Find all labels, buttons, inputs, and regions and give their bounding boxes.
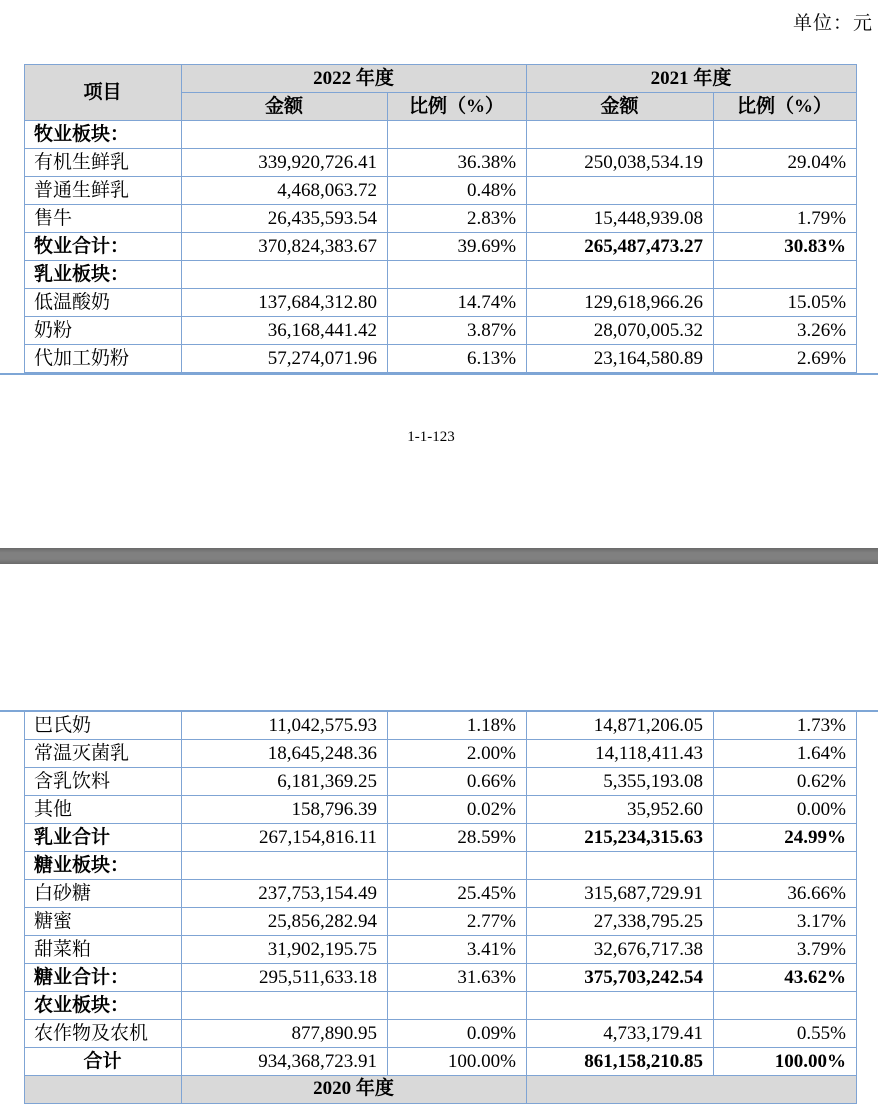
ratio-2022: 3.87% <box>388 317 527 345</box>
table-row <box>25 1020 857 1048</box>
revenue-table-page2 <box>24 711 857 1104</box>
row-label: 牧业板块： <box>25 121 182 149</box>
unit-label: 单位：元 <box>792 13 873 34</box>
table-row <box>25 149 857 177</box>
row-label: 农业板块： <box>25 992 182 1020</box>
amount-2022: 26,435,593.54 <box>182 205 388 233</box>
table-row <box>25 345 857 373</box>
ratio-2021: 0.55% <box>714 1020 857 1048</box>
amount-2022: 237,753,154.49 <box>182 880 388 908</box>
ratio-2021 <box>714 177 857 205</box>
table-row <box>25 289 857 317</box>
table-row <box>25 121 857 149</box>
ratio-2022: 2.83% <box>388 205 527 233</box>
amount-2021: 265,487,473.27 <box>527 233 714 261</box>
ratio-2022: 39.69% <box>388 233 527 261</box>
table-bottom-rule <box>0 373 878 375</box>
ratio-2022: 3.41% <box>388 936 527 964</box>
amount-2022 <box>182 852 388 880</box>
table-row <box>25 233 857 261</box>
row-label: 糖蜜 <box>25 908 182 936</box>
amount-2022: 4,468,063.72 <box>182 177 388 205</box>
amount-2022: 57,274,071.96 <box>182 345 388 373</box>
row-label: 牧业合计： <box>25 233 182 261</box>
ratio-2021: 24.99% <box>714 824 857 852</box>
row-label: 乳业合计 <box>25 824 182 852</box>
amount-2022: 877,890.95 <box>182 1020 388 1048</box>
amount-2022: 6,181,369.25 <box>182 768 388 796</box>
next-header-item <box>25 1076 182 1104</box>
amount-2021 <box>527 261 714 289</box>
ratio-2022: 14.74% <box>388 289 527 317</box>
ratio-2021 <box>714 992 857 1020</box>
amount-2021: 23,164,580.89 <box>527 345 714 373</box>
row-label: 合计 <box>25 1048 182 1076</box>
amount-2021: 4,733,179.41 <box>527 1020 714 1048</box>
amount-2022 <box>182 992 388 1020</box>
amount-2022 <box>182 121 388 149</box>
row-label: 有机生鲜乳 <box>25 149 182 177</box>
ratio-2021: 36.66% <box>714 880 857 908</box>
ratio-2021: 100.00% <box>714 1048 857 1076</box>
ratio-2022: 28.59% <box>388 824 527 852</box>
table-row <box>25 880 857 908</box>
table-row <box>25 824 857 852</box>
row-label: 代加工奶粉 <box>25 345 182 373</box>
row-label: 糖业合计： <box>25 964 182 992</box>
amount-2021 <box>527 852 714 880</box>
ratio-2022 <box>388 992 527 1020</box>
row-label: 含乳饮料 <box>25 768 182 796</box>
next-header-year-2020: 2020 年度 <box>182 1076 527 1104</box>
ratio-2022: 2.77% <box>388 908 527 936</box>
header-amount-2021: 金额 <box>527 93 714 121</box>
amount-2021: 28,070,005.32 <box>527 317 714 345</box>
amount-2021: 129,618,966.26 <box>527 289 714 317</box>
header-ratio-2022: 比例（%） <box>388 93 527 121</box>
amount-2022: 36,168,441.42 <box>182 317 388 345</box>
row-label: 售牛 <box>25 205 182 233</box>
row-label: 其他 <box>25 796 182 824</box>
amount-2022: 18,645,248.36 <box>182 740 388 768</box>
ratio-2021: 1.73% <box>714 712 857 740</box>
row-label: 白砂糖 <box>25 880 182 908</box>
ratio-2022: 25.45% <box>388 880 527 908</box>
amount-2021: 35,952.60 <box>527 796 714 824</box>
row-label: 奶粉 <box>25 317 182 345</box>
ratio-2021: 3.26% <box>714 317 857 345</box>
amount-2022: 31,902,195.75 <box>182 936 388 964</box>
header-item: 项目 <box>25 65 182 121</box>
ratio-2021: 0.00% <box>714 796 857 824</box>
row-label: 农作物及农机 <box>25 1020 182 1048</box>
row-label: 巴氏奶 <box>25 712 182 740</box>
table-row <box>25 992 857 1020</box>
amount-2021 <box>527 177 714 205</box>
ratio-2021: 1.79% <box>714 205 857 233</box>
table-row <box>25 852 857 880</box>
table-row <box>25 908 857 936</box>
ratio-2021: 15.05% <box>714 289 857 317</box>
ratio-2022: 0.66% <box>388 768 527 796</box>
row-label: 常温灭菌乳 <box>25 740 182 768</box>
amount-2021: 27,338,795.25 <box>527 908 714 936</box>
amount-2021: 14,871,206.05 <box>527 712 714 740</box>
ratio-2022: 0.48% <box>388 177 527 205</box>
ratio-2022 <box>388 121 527 149</box>
amount-2022: 267,154,816.11 <box>182 824 388 852</box>
ratio-2021 <box>714 852 857 880</box>
amount-2021 <box>527 121 714 149</box>
ratio-2022: 1.18% <box>388 712 527 740</box>
table-row <box>25 261 857 289</box>
amount-2021 <box>527 992 714 1020</box>
ratio-2021: 1.64% <box>714 740 857 768</box>
table-row <box>25 177 857 205</box>
ratio-2021: 43.62% <box>714 964 857 992</box>
amount-2022: 370,824,383.67 <box>182 233 388 261</box>
ratio-2022: 36.38% <box>388 149 527 177</box>
amount-2022: 339,920,726.41 <box>182 149 388 177</box>
ratio-2022: 31.63% <box>388 964 527 992</box>
ratio-2021: 3.17% <box>714 908 857 936</box>
amount-2021: 15,448,939.08 <box>527 205 714 233</box>
ratio-2022: 0.09% <box>388 1020 527 1048</box>
amount-2021: 861,158,210.85 <box>527 1048 714 1076</box>
ratio-2022 <box>388 852 527 880</box>
revenue-table-page1 <box>24 64 857 373</box>
table-row <box>25 712 857 740</box>
header-year-2021: 2021 年度 <box>527 65 857 93</box>
ratio-2021: 0.62% <box>714 768 857 796</box>
table-row <box>25 1048 857 1076</box>
table-row <box>25 964 857 992</box>
ratio-2021 <box>714 261 857 289</box>
table-row <box>25 768 857 796</box>
next-header-blank <box>527 1076 857 1104</box>
row-label: 普通生鲜乳 <box>25 177 182 205</box>
row-label: 低温酸奶 <box>25 289 182 317</box>
table-body-page2 <box>25 712 857 1076</box>
amount-2022: 25,856,282.94 <box>182 908 388 936</box>
amount-2021: 375,703,242.54 <box>527 964 714 992</box>
amount-2021: 14,118,411.43 <box>527 740 714 768</box>
amount-2022: 934,368,723.91 <box>182 1048 388 1076</box>
page-break-separator <box>0 548 878 564</box>
amount-2022: 158,796.39 <box>182 796 388 824</box>
ratio-2021: 29.04% <box>714 149 857 177</box>
table-row <box>25 740 857 768</box>
ratio-2021: 3.79% <box>714 936 857 964</box>
amount-2021: 5,355,193.08 <box>527 768 714 796</box>
ratio-2021: 2.69% <box>714 345 857 373</box>
ratio-2022: 6.13% <box>388 345 527 373</box>
header-year-2022: 2022 年度 <box>182 65 527 93</box>
ratio-2022 <box>388 261 527 289</box>
row-label: 糖业板块： <box>25 852 182 880</box>
header-amount-2022: 金额 <box>182 93 388 121</box>
ratio-2021 <box>714 121 857 149</box>
row-label: 乳业板块： <box>25 261 182 289</box>
amount-2022: 137,684,312.80 <box>182 289 388 317</box>
table-row <box>25 317 857 345</box>
row-label: 甜菜粕 <box>25 936 182 964</box>
page-number: 1-1-123 <box>407 429 455 445</box>
table-body-page1 <box>25 121 857 373</box>
ratio-2021: 30.83% <box>714 233 857 261</box>
amount-2021: 250,038,534.19 <box>527 149 714 177</box>
amount-2022 <box>182 261 388 289</box>
amount-2022: 11,042,575.93 <box>182 712 388 740</box>
ratio-2022: 2.00% <box>388 740 527 768</box>
amount-2021: 32,676,717.38 <box>527 936 714 964</box>
table-row <box>25 796 857 824</box>
table-row <box>25 205 857 233</box>
header-ratio-2021: 比例（%） <box>714 93 857 121</box>
ratio-2022: 0.02% <box>388 796 527 824</box>
table-row <box>25 936 857 964</box>
amount-2021: 215,234,315.63 <box>527 824 714 852</box>
amount-2021: 315,687,729.91 <box>527 880 714 908</box>
ratio-2022: 100.00% <box>388 1048 527 1076</box>
amount-2022: 295,511,633.18 <box>182 964 388 992</box>
